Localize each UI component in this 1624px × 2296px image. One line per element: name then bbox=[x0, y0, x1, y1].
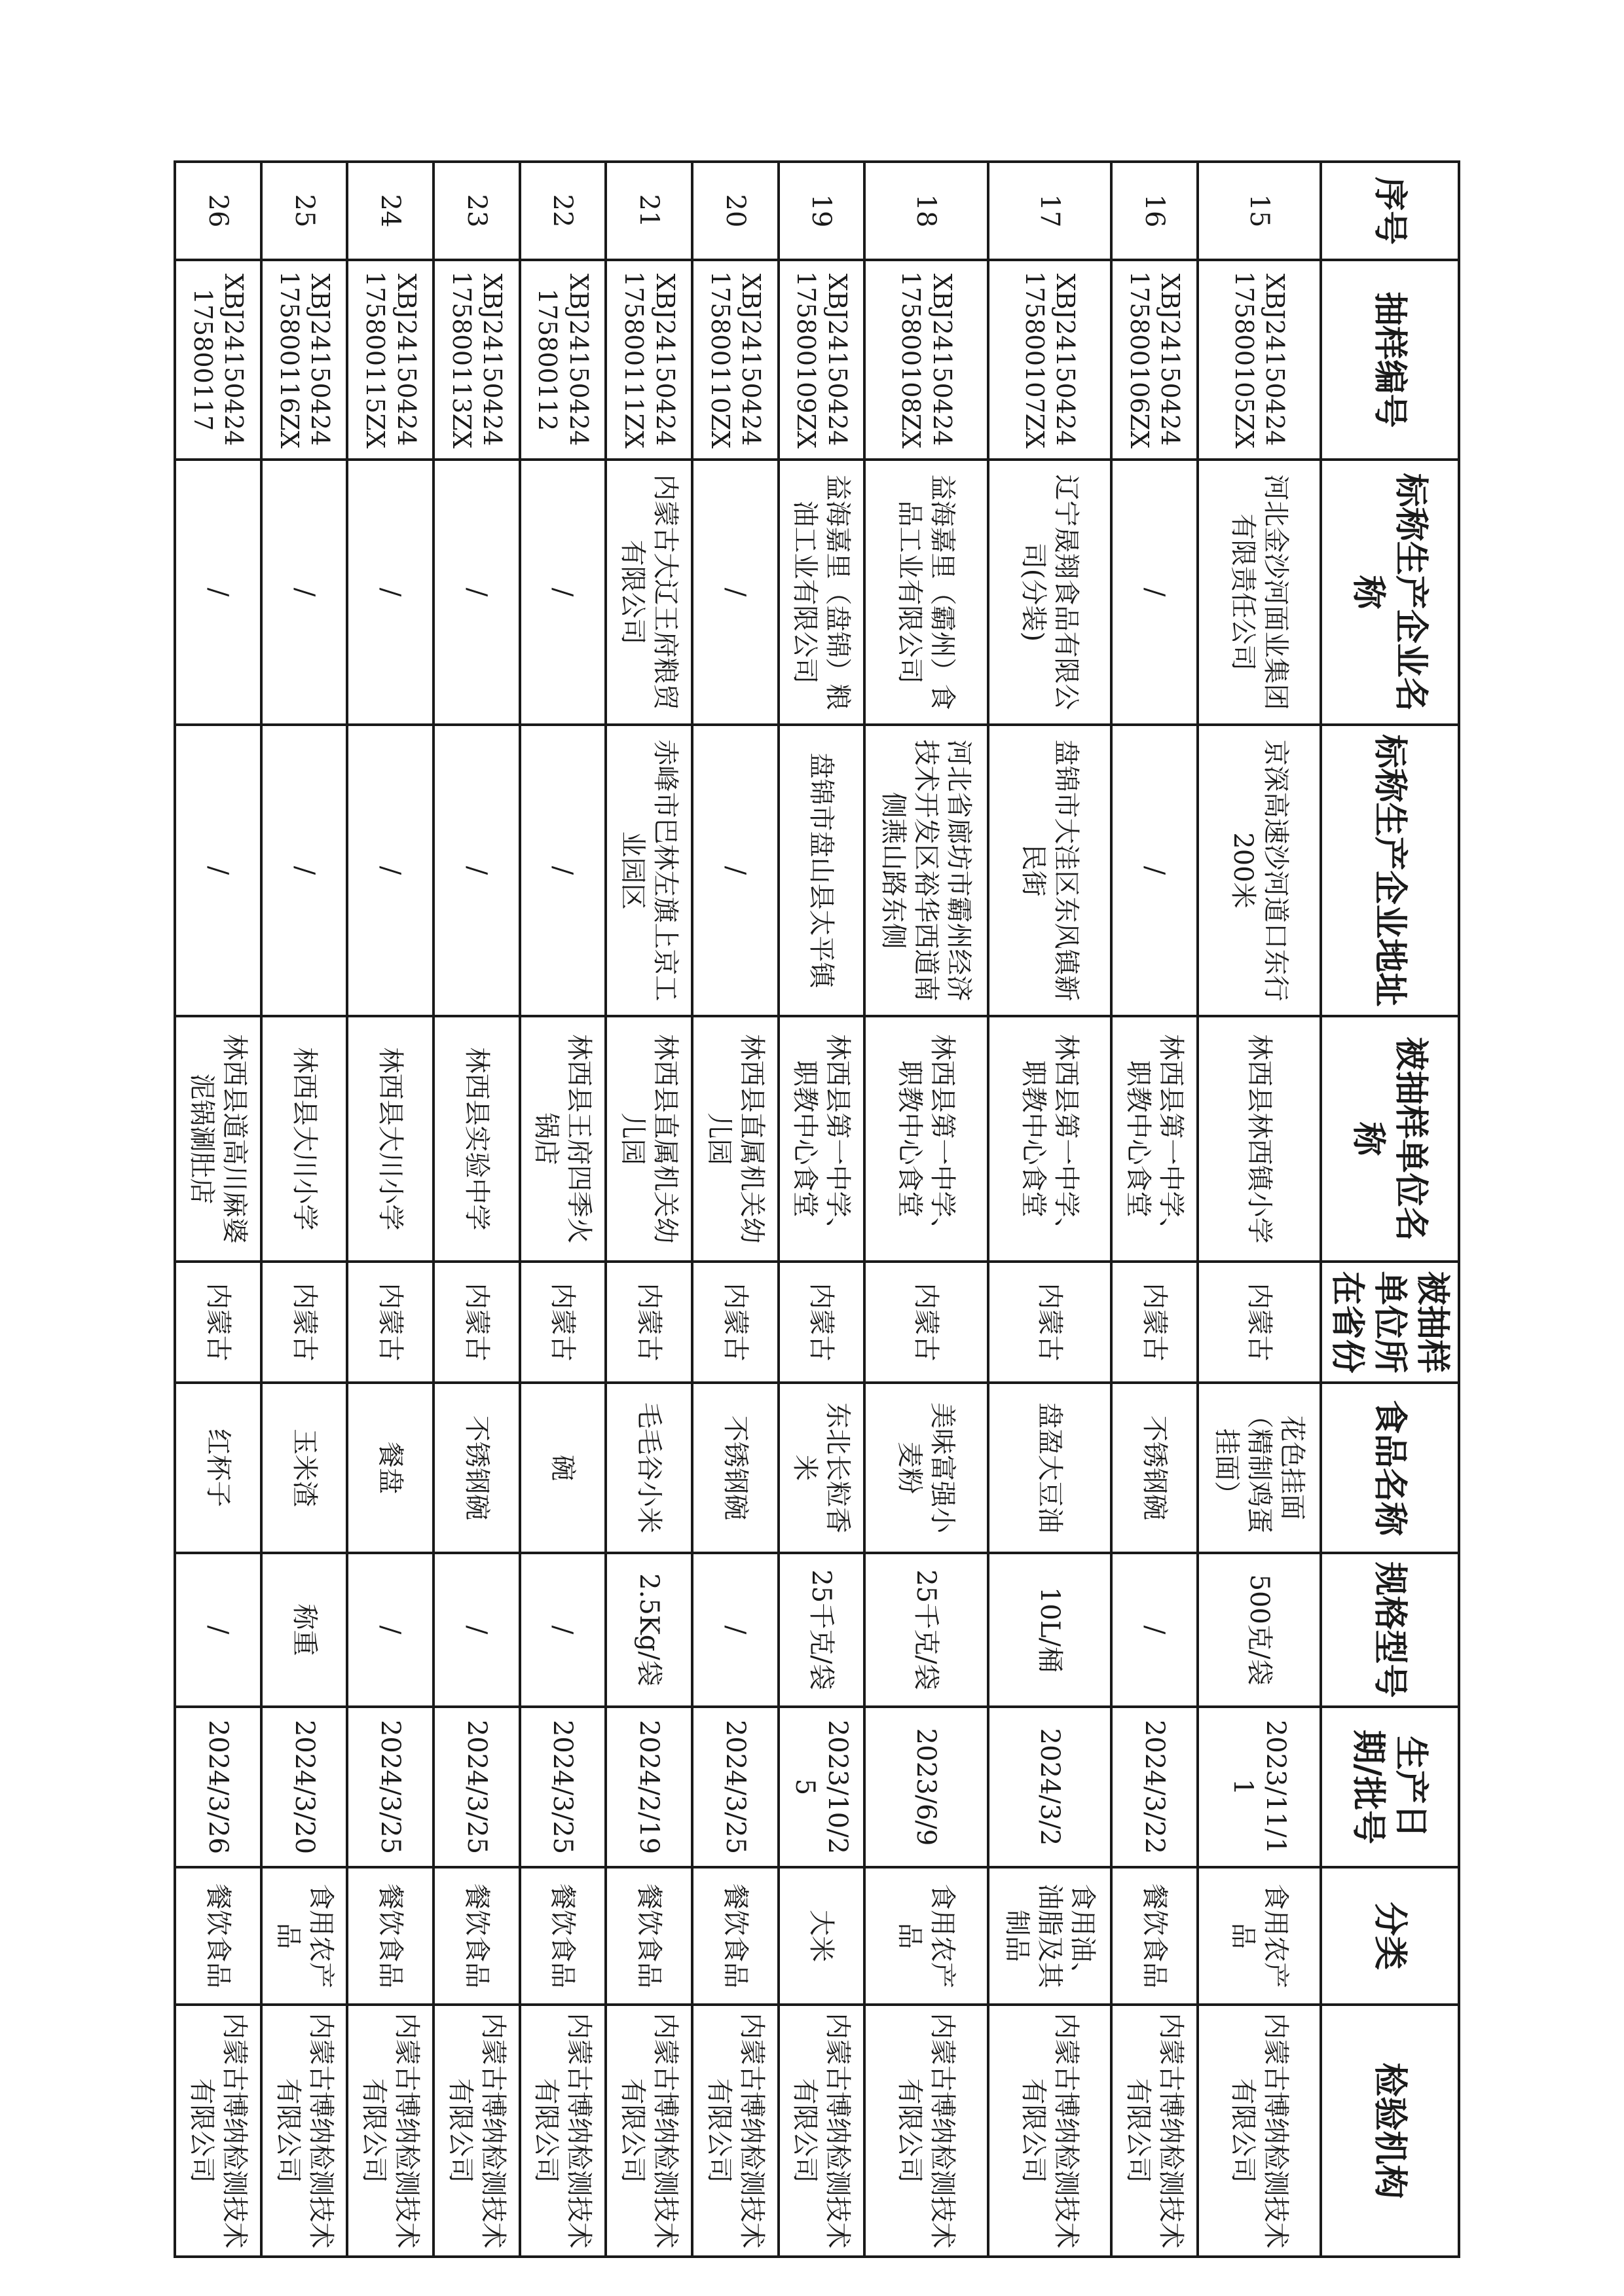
cell-sampled-unit: 林西县王府四季火锅店 bbox=[520, 1016, 606, 1262]
header-lab: 检验机构 bbox=[1321, 2005, 1459, 2257]
cell-sampled-unit: 林西县大川小学 bbox=[347, 1016, 434, 1262]
cell-category: 食用油、油脂及其制品 bbox=[988, 1867, 1111, 2005]
cell-province: 内蒙古 bbox=[175, 1262, 261, 1383]
cell-manufacturer-address: 盘锦市大洼区东风镇新民街 bbox=[988, 725, 1111, 1016]
cell-seq: 26 bbox=[175, 162, 261, 260]
cell-spec: / bbox=[692, 1553, 779, 1707]
table-row bbox=[175, 162, 261, 2257]
cell-manufacturer-name: / bbox=[261, 460, 348, 725]
cell-food-name: 餐盘 bbox=[347, 1383, 434, 1553]
cell-manufacturer-address: / bbox=[261, 725, 348, 1016]
sampling-table bbox=[174, 160, 1460, 2258]
header-manufacturer-name: 标称生产企业名称 bbox=[1321, 460, 1459, 725]
cell-food-name: 美味富强小麦粉 bbox=[864, 1383, 987, 1553]
header-sample-code: 抽样编号 bbox=[1321, 260, 1459, 460]
cell-spec: 500克/袋 bbox=[1198, 1553, 1321, 1707]
cell-manufacturer-name: 益海嘉里（盘锦）粮油工业有限公司 bbox=[779, 460, 865, 725]
cell-seq: 16 bbox=[1111, 162, 1198, 260]
cell-food-name: 碗 bbox=[520, 1383, 606, 1553]
cell-manufacturer-address: 京深高速沙河道口东行200米 bbox=[1198, 725, 1321, 1016]
cell-manufacturer-address: / bbox=[520, 725, 606, 1016]
cell-seq: 25 bbox=[261, 162, 348, 260]
table-row bbox=[779, 162, 865, 2257]
cell-spec: / bbox=[520, 1553, 606, 1707]
cell-province: 内蒙古 bbox=[434, 1262, 520, 1383]
cell-sample-code: XBJ24150424175800105ZX bbox=[1198, 260, 1321, 460]
cell-spec: 称重 bbox=[261, 1553, 348, 1707]
cell-date: 2024/3/2 bbox=[988, 1707, 1111, 1867]
cell-category: 食用农产品 bbox=[1198, 1867, 1321, 2005]
cell-sample-code: XBJ24150424175800106ZX bbox=[1111, 260, 1198, 460]
cell-date: 2023/10/25 bbox=[779, 1707, 865, 1867]
cell-seq: 22 bbox=[520, 162, 606, 260]
cell-manufacturer-address: / bbox=[1111, 725, 1198, 1016]
cell-sample-code: XBJ24150424175800112 bbox=[520, 260, 606, 460]
cell-manufacturer-address: / bbox=[175, 725, 261, 1016]
cell-sample-code: XBJ24150424175800109ZX bbox=[779, 260, 865, 460]
cell-category: 餐饮食品 bbox=[434, 1867, 520, 2005]
cell-spec: / bbox=[347, 1553, 434, 1707]
cell-manufacturer-name: 河北金沙河面业集团有限责任公司 bbox=[1198, 460, 1321, 725]
cell-manufacturer-name: / bbox=[347, 460, 434, 725]
cell-sample-code: XBJ24150424175800117 bbox=[175, 260, 261, 460]
cell-spec: / bbox=[175, 1553, 261, 1707]
cell-seq: 20 bbox=[692, 162, 779, 260]
cell-province: 内蒙古 bbox=[520, 1262, 606, 1383]
cell-seq: 24 bbox=[347, 162, 434, 260]
cell-province: 内蒙古 bbox=[261, 1262, 348, 1383]
cell-seq: 18 bbox=[864, 162, 987, 260]
cell-spec: / bbox=[1111, 1553, 1198, 1707]
cell-sample-code: XBJ24150424175800111ZX bbox=[606, 260, 692, 460]
table-row bbox=[864, 162, 987, 2257]
cell-manufacturer-address: / bbox=[692, 725, 779, 1016]
cell-seq: 21 bbox=[606, 162, 692, 260]
cell-seq: 23 bbox=[434, 162, 520, 260]
cell-food-name: 花色挂面（精制鸡蛋挂面） bbox=[1198, 1383, 1321, 1553]
cell-sample-code: XBJ24150424175800108ZX bbox=[864, 260, 987, 460]
cell-sample-code: XBJ24150424175800107ZX bbox=[988, 260, 1111, 460]
cell-category: 餐饮食品 bbox=[520, 1867, 606, 2005]
cell-lab: 内蒙古博纳检测技术有限公司 bbox=[1198, 2005, 1321, 2257]
cell-date: 2024/3/22 bbox=[1111, 1707, 1198, 1867]
cell-sample-code: XBJ24150424175800116ZX bbox=[261, 260, 348, 460]
header-province: 被抽样单位所在省份 bbox=[1321, 1262, 1459, 1383]
cell-manufacturer-name: 内蒙古大辽王府粮贸有限公司 bbox=[606, 460, 692, 725]
cell-date: 2023/11/11 bbox=[1198, 1707, 1321, 1867]
cell-food-name: 盘盈大豆油 bbox=[988, 1383, 1111, 1553]
cell-category: 大米 bbox=[779, 1867, 865, 2005]
cell-food-name: 玉米渣 bbox=[261, 1383, 348, 1553]
cell-sample-code: XBJ24150424175800115ZX bbox=[347, 260, 434, 460]
header-row bbox=[1321, 162, 1459, 2257]
cell-spec: 2.5Kg/袋 bbox=[606, 1553, 692, 1707]
cell-lab: 内蒙古博纳检测技术有限公司 bbox=[175, 2005, 261, 2257]
header-date: 生产日期/批号 bbox=[1321, 1707, 1459, 1867]
cell-province: 内蒙古 bbox=[692, 1262, 779, 1383]
cell-category: 餐饮食品 bbox=[1111, 1867, 1198, 2005]
cell-manufacturer-name: 辽宁晟翔食品有限公司(分装) bbox=[988, 460, 1111, 725]
cell-food-name: 不锈钢碗 bbox=[434, 1383, 520, 1553]
cell-date: 2024/3/25 bbox=[434, 1707, 520, 1867]
cell-manufacturer-name: / bbox=[175, 460, 261, 725]
cell-category: 餐饮食品 bbox=[692, 1867, 779, 2005]
table-row bbox=[434, 162, 520, 2257]
cell-province: 内蒙古 bbox=[988, 1262, 1111, 1383]
header-seq: 序号 bbox=[1321, 162, 1459, 260]
cell-province: 内蒙古 bbox=[347, 1262, 434, 1383]
cell-lab: 内蒙古博纳检测技术有限公司 bbox=[434, 2005, 520, 2257]
cell-spec: 10L/桶 bbox=[988, 1553, 1111, 1707]
table-row bbox=[347, 162, 434, 2257]
cell-sampled-unit: 林西县第一中学、职教中心食堂 bbox=[988, 1016, 1111, 1262]
cell-date: 2024/3/25 bbox=[692, 1707, 779, 1867]
cell-food-name: 不锈钢碗 bbox=[692, 1383, 779, 1553]
header-spec: 规格型号 bbox=[1321, 1553, 1459, 1707]
cell-sampled-unit: 林西县道高川麻婆泥锅涮肚店 bbox=[175, 1016, 261, 1262]
cell-sampled-unit: 林西县第一中学、职教中心食堂 bbox=[779, 1016, 865, 1262]
cell-sampled-unit: 林西县第一中学、职教中心食堂 bbox=[864, 1016, 987, 1262]
cell-province: 内蒙古 bbox=[606, 1262, 692, 1383]
cell-food-name: 红杯子 bbox=[175, 1383, 261, 1553]
header-food-name: 食品名称 bbox=[1321, 1383, 1459, 1553]
cell-manufacturer-address: / bbox=[434, 725, 520, 1016]
cell-province: 内蒙古 bbox=[864, 1262, 987, 1383]
cell-lab: 内蒙古博纳检测技术有限公司 bbox=[779, 2005, 865, 2257]
cell-food-name: 不锈钢碗 bbox=[1111, 1383, 1198, 1553]
cell-sampled-unit: 林西县大川小学 bbox=[261, 1016, 348, 1262]
cell-lab: 内蒙古博纳检测技术有限公司 bbox=[261, 2005, 348, 2257]
cell-spec: / bbox=[434, 1553, 520, 1707]
cell-sampled-unit: 林西县林西镇小学 bbox=[1198, 1016, 1321, 1262]
cell-seq: 15 bbox=[1198, 162, 1321, 260]
rotated-page bbox=[174, 160, 1460, 2255]
cell-manufacturer-address: / bbox=[347, 725, 434, 1016]
cell-seq: 19 bbox=[779, 162, 865, 260]
cell-lab: 内蒙古博纳检测技术有限公司 bbox=[606, 2005, 692, 2257]
cell-category: 餐饮食品 bbox=[606, 1867, 692, 2005]
table-row bbox=[988, 162, 1111, 2257]
cell-province: 内蒙古 bbox=[779, 1262, 865, 1383]
cell-date: 2024/3/20 bbox=[261, 1707, 348, 1867]
cell-sample-code: XBJ24150424175800113ZX bbox=[434, 260, 520, 460]
header-category: 分类 bbox=[1321, 1867, 1459, 2005]
table-row bbox=[520, 162, 606, 2257]
cell-manufacturer-name: / bbox=[434, 460, 520, 725]
cell-manufacturer-address: 盘锦市盘山县太平镇 bbox=[779, 725, 865, 1016]
cell-sampled-unit: 林西县直属机关幼儿园 bbox=[606, 1016, 692, 1262]
table-row bbox=[261, 162, 348, 2257]
cell-category: 餐饮食品 bbox=[347, 1867, 434, 2005]
cell-sample-code: XBJ24150424175800110ZX bbox=[692, 260, 779, 460]
cell-category: 食用农产品 bbox=[864, 1867, 987, 2005]
cell-spec: 25千克/袋 bbox=[779, 1553, 865, 1707]
cell-manufacturer-name: / bbox=[692, 460, 779, 725]
table-row bbox=[1111, 162, 1198, 2257]
table-row bbox=[692, 162, 779, 2257]
header-sampled-unit: 被抽样单位名称 bbox=[1321, 1016, 1459, 1262]
cell-lab: 内蒙古博纳检测技术有限公司 bbox=[864, 2005, 987, 2257]
cell-seq: 17 bbox=[988, 162, 1111, 260]
cell-lab: 内蒙古博纳检测技术有限公司 bbox=[1111, 2005, 1198, 2257]
cell-sampled-unit: 林西县第一中学、职教中心食堂 bbox=[1111, 1016, 1198, 1262]
cell-lab: 内蒙古博纳检测技术有限公司 bbox=[520, 2005, 606, 2257]
cell-manufacturer-name: / bbox=[1111, 460, 1198, 725]
cell-manufacturer-name: / bbox=[520, 460, 606, 725]
table-row bbox=[606, 162, 692, 2257]
cell-food-name: 毛毛谷小米 bbox=[606, 1383, 692, 1553]
cell-sampled-unit: 林西县实验中学 bbox=[434, 1016, 520, 1262]
cell-date: 2024/3/25 bbox=[347, 1707, 434, 1867]
cell-manufacturer-address: 赤峰市巴林左旗上京工业园区 bbox=[606, 725, 692, 1016]
cell-lab: 内蒙古博纳检测技术有限公司 bbox=[988, 2005, 1111, 2257]
cell-food-name: 东北长粒香米 bbox=[779, 1383, 865, 1553]
cell-date: 2024/3/26 bbox=[175, 1707, 261, 1867]
header-manufacturer-address: 标称生产企业地址 bbox=[1321, 725, 1459, 1016]
cell-category: 餐饮食品 bbox=[175, 1867, 261, 2005]
cell-spec: 25千克/袋 bbox=[864, 1553, 987, 1707]
cell-category: 食用农产品 bbox=[261, 1867, 348, 2005]
cell-lab: 内蒙古博纳检测技术有限公司 bbox=[347, 2005, 434, 2257]
table-row bbox=[1198, 162, 1321, 2257]
cell-date: 2024/2/19 bbox=[606, 1707, 692, 1867]
cell-manufacturer-name: 益海嘉里（霸州）食品工业有限公司 bbox=[864, 460, 987, 725]
cell-province: 内蒙古 bbox=[1198, 1262, 1321, 1383]
cell-province: 内蒙古 bbox=[1111, 1262, 1198, 1383]
cell-date: 2024/3/25 bbox=[520, 1707, 606, 1867]
cell-manufacturer-address: 河北省廊坊市霸州经济技术开发区裕华西道南侧燕山路东侧 bbox=[864, 725, 987, 1016]
cell-sampled-unit: 林西县直属机关幼儿园 bbox=[692, 1016, 779, 1262]
cell-lab: 内蒙古博纳检测技术有限公司 bbox=[692, 2005, 779, 2257]
cell-date: 2023/6/9 bbox=[864, 1707, 987, 1867]
